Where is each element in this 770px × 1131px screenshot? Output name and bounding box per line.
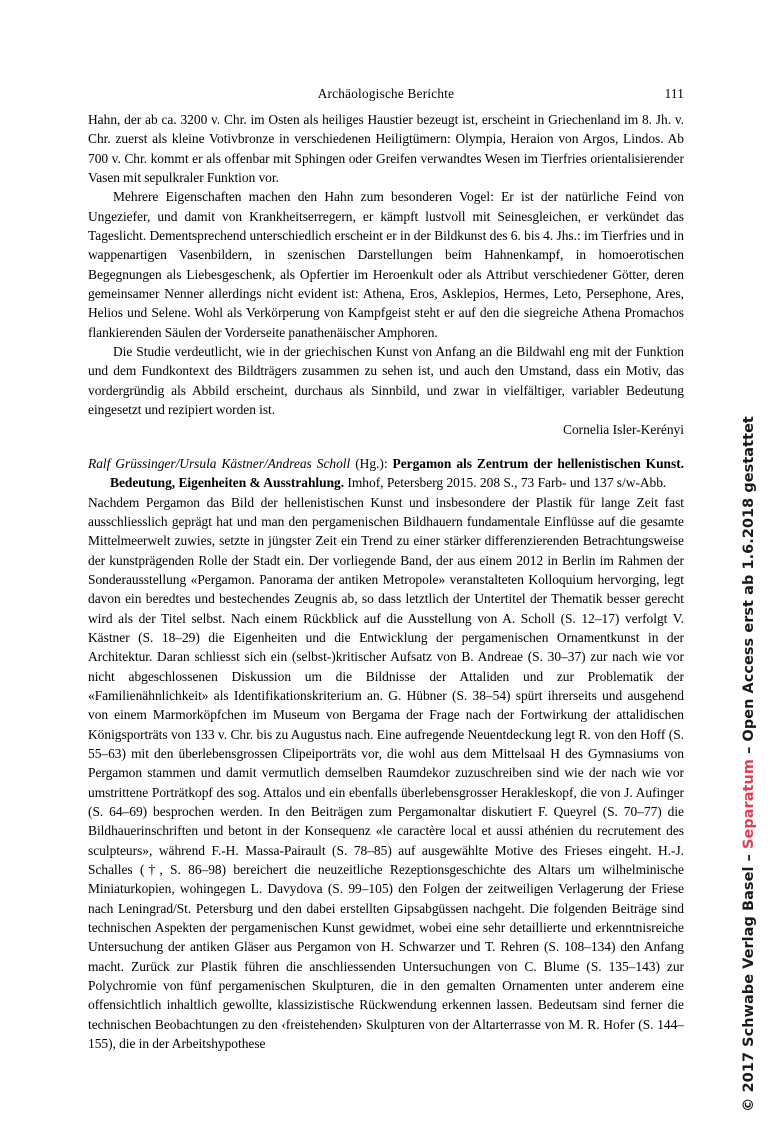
running-head-title: Archäologische Berichte (317, 86, 455, 101)
bibliographic-entry (88, 454, 684, 493)
side-note-copyright: © 2017 Schwabe Verlag Basel – (741, 849, 757, 1112)
paragraph-studie-verdeutlicht: Die Studie verdeutlicht, wie in der griechischen Kunst von Anfang an die Bildwahl eng mit der Funktion und dem Fundkontext des Bildträgers zusammen zu sehen ist, und auch den Umstand, dass ein Motiv, das vordergründig als Abbild erscheint, durchaus als Sinnbild, und zwar in vielfältiger, variabler Bedeutung eingesetzt und rezipiert worden ist. (88, 344, 684, 418)
bib-editor-marker: (Hg.): (350, 455, 393, 471)
review-body-paragraph: Nachdem Pergamon das Bild der hellenistischen Kunst und insbesondere der Plastik für lange Zeit fast ausschliesslich geprägt hat und man den pergamenischen Bildhauern fundamentale Einflüsse auf die gesamte Mittelmeerwelt zuwies, setzte in jüngster Zeit ein Trend zu einer stärker differenzierenden Betrachtungsweise der kunstprägenden Rolle der Stadt ein. Der vorliegende Band, der aus einem 2012 in Berlin im Rahmen der Sonderausstellung «Pergamon. Panorama der antiken Metropole» veranstalteten Kolloquium hervorging, legt davon ein beredtes und bestechendes Zeugnis ab, so dass letztlich der Untertitel der Thematik besser gerecht wird als der Titel selbst. Nach einem Rückblick auf die Ausstellung von A. Scholl (S. 12–17) verfolgt V. Kästner (S. 18–29) die Eigenheiten und die Entwicklung der pergamenischen Ornamentkunst in der Architektur. Daran schliesst sich ein (selbst-)kritischer Aufsatz von B. Andreae (S. 30–37) zur nach wie vor nicht abgeschlossenen Diskussion um die Bildnisse der Attaliden und zur Problematik der «Familienähnlichkeit» als Identifikationskriterium an. G. Hübner (S. 38–54) spürt ihrerseits und ausgehend von einem Marmorköpfchen im Museum von Bergama der Frage nach der Fortwirkung der attalidischen Königsporträts von 133 v. Chr. bis zu Augustus nach. Eine aufregende Neuentdeckung legt R. von den Hoff (S. 55–63) mit den überlebensgrossen Clipeiporträts vor, die wohl aus dem Mittelsaal H des Gymnasiums von Pergamon stammen und damit vermutlich demselben Raumdekor zuzuschreiben sind wie der nach wie vor umstrittene Porträtkopf des sog. Attalos und ein ebenfalls überlebensgrosser Herakleskopf, die von J. Aufinger (S. 64–69) besprochen werden. In den Beiträgen zum Pergamonaltar diskutiert F. Queyrel (S. 70–77) die Bildhauerinschriften und betont in der Konsequenz «le caractère local et aussi athénien du recrutement des sculpteurs», während F.-H. Massa-Pairault (S. 78–85) auf ausgewählte Motive des Frieses eingeht. H.-J. Schalles (†, S. 86–98) bereichert die neuzeitliche Rezeptionsgeschichte des Altars um wilhelminische Miniaturkopien, wohingegen L. Davydova (S. 99–105) den Folgen der zeitweiligen Verlagerung der Friese nach Leningrad/St. Petersburg und den dabei erstellten Gipsabgüssen nachgeht. Die folgenden Beiträge sind technischen Aspekten der pergamenischen Kunst gewidmet, wobei eine sehr detaillierte und erkenntnisreiche Untersuchung der antiken Gläser aus Pergamon von H. Schwarzer und T. Rehren (S. 108–134) den Anfang macht. Zurück zur Plastik führen die anschliessenden Untersuchungen von C. Blume (S. 135–143) zur Polychromie von fünf pergamenischen Skulpturen, die in den gemalten Ornamenten unter anderem eine offensichtlich inhaltlich gewollte, klassizistische Rückwendung erkennen lassen. Bedeutsam sind ferner die technischen Beobachtungen zu den ‹freistehenden› Skulpturen von der Altarterrasse von M. R. Hofer (S. 144–155), die in der Arbeitshypothese (88, 494, 684, 1052)
bib-title: Pergamon als Zentrum der hellenistischen Kunst. Bedeutung, Eigenheiten & Ausstrahlung. (110, 455, 684, 491)
section-gap (88, 439, 684, 454)
side-note-access-terms: – Open Access erst ab 1.6.2018 gestattet (741, 416, 757, 760)
reviewer-byline-row (88, 420, 684, 439)
side-note-separatum-label: Separatum (741, 759, 757, 849)
text-column (88, 110, 684, 1054)
running-head (88, 84, 684, 104)
paragraph-hahn-intro: Hahn, der ab ca. 3200 v. Chr. im Osten als heiliges Haustier bezeugt ist, erscheint in Griechenland im 8. Jh. v. Chr. zuerst als kleine Votivbronze in verschiedenen Heiligtümern: Olympia, Heraion von Argos, Lindos. Ab 700 v. Chr. kommt er als offenbar mit Sphingen oder Greifen verwandtes Wesen im Tierfries orientalisierender Vasen mit sepulkraler Funktion vor. (88, 112, 684, 186)
reviewer-name: Cornelia Isler-Kerényi (563, 421, 684, 437)
paragraph-hahn-eigenschaften: Mehrere Eigenschaften machen den Hahn zum besonderen Vogel: Er ist der natürliche Feind von Ungeziefer, und damit von Krankheitserregern, er kämpft lustvoll mit Seinesgleichen, er verkündet das Tageslicht. Dementsprechend unterschiedlich erscheint er in der Bildkunst des 6. bis 4. Jhs.: im Tierfries und in wappenartigen Vasenbildern, in szenischen Darstellungen beim Hahnenkampf, in homoerotischen Begegnungen als Liebesgeschenk, als Opfertier im Heroenkult oder als Attribut verschiedener Götter, deren gemeinsamer Nenner allerdings nicht evident ist: Athena, Eros, Asklepios, Hermes, Leto, Persephone, Ares, Helios und Selene. Wohl als Verkörperung von Kampfgeist steht er auf den die siegreiche Athena Promachos flankierenden Säulen der Vorderseite panathenäischer Amphoren. (88, 189, 684, 340)
page-number: 111 (664, 86, 684, 101)
bib-imprint: Imhof, Petersberg 2015. 208 S., 73 Farb- und 137 s/w-Abb. (344, 475, 667, 491)
bib-authors: Ralf Grüssinger/Ursula Kästner/Andreas Scholl (88, 455, 351, 471)
side-note-text (742, 416, 756, 1112)
